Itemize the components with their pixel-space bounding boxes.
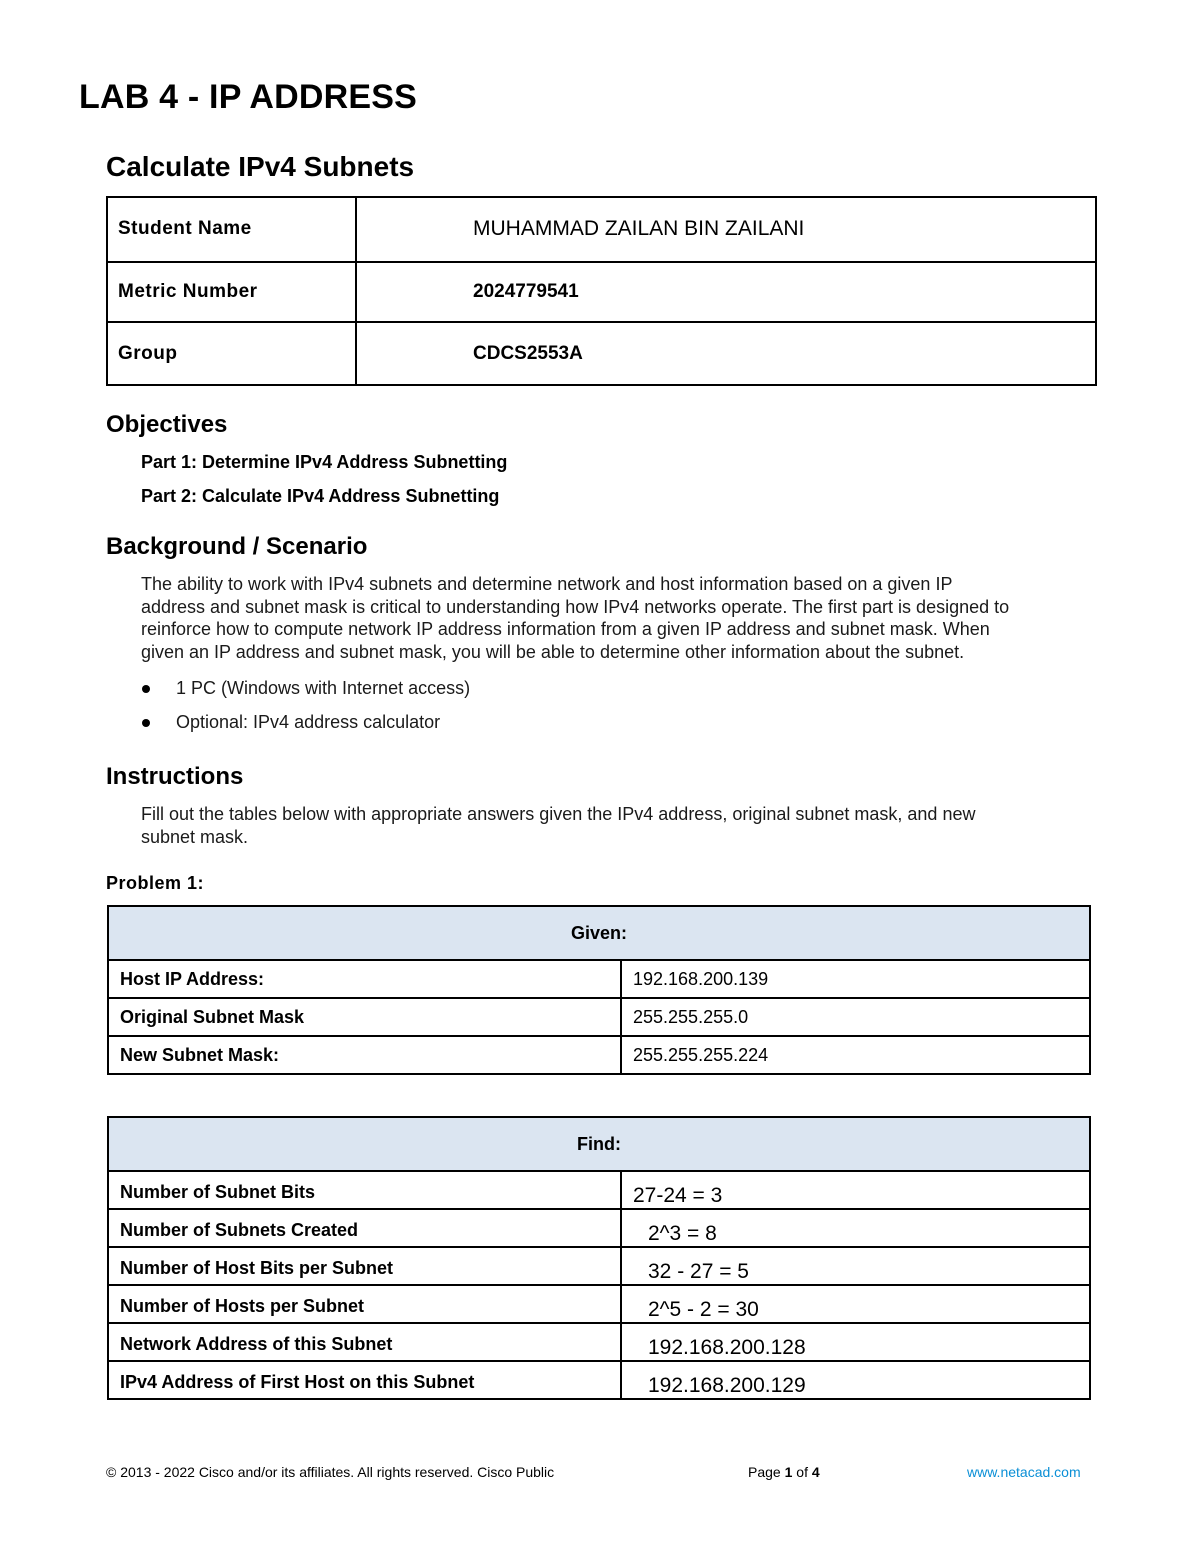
paragraph-line: address and subnet mask is critical to understanding how IPv4 networks operate. The first part is designed to xyxy=(141,596,1010,617)
table-row xyxy=(108,960,1090,998)
table-header-row xyxy=(108,906,1090,960)
metric-number-label: Metric Number xyxy=(107,262,356,323)
find-row-label: IPv4 Address of First Host on this Subnet xyxy=(108,1361,621,1399)
paragraph-line: The ability to work with IPv4 subnets and determine network and host information based on a given IP xyxy=(141,574,953,594)
table-row xyxy=(108,1285,1090,1323)
table-row xyxy=(108,1323,1090,1361)
table-row xyxy=(108,1036,1090,1074)
footer-copyright: © 2013 - 2022 Cisco and/or its affiliates. All rights reserved. Cisco Public xyxy=(106,1464,555,1480)
student-name-label: Student Name xyxy=(107,197,356,262)
table-row xyxy=(108,1171,1090,1209)
find-row-answer: 2^3 = 8 xyxy=(621,1209,1090,1247)
new-mask-value: 255.255.255.224 xyxy=(621,1036,1090,1074)
objectives-heading: Objectives xyxy=(106,411,228,438)
given-header: Given: xyxy=(108,906,1090,960)
page-prefix: Page xyxy=(748,1464,785,1480)
given-table xyxy=(107,905,1091,1075)
table-row xyxy=(107,197,1096,262)
find-row-answer: 192.168.200.128 xyxy=(621,1323,1090,1361)
find-table xyxy=(107,1116,1091,1400)
find-row-answer: 2^5 - 2 = 30 xyxy=(621,1285,1090,1323)
table-row xyxy=(108,1209,1090,1247)
background-paragraph xyxy=(141,573,1101,663)
host-ip-value: 192.168.200.139 xyxy=(621,960,1090,998)
table-header-row xyxy=(108,1117,1090,1171)
table-row xyxy=(107,262,1096,323)
bullet-icon xyxy=(142,685,150,693)
paragraph-line: Fill out the tables below with appropriate answers given the IPv4 address, original subnet mask, and new xyxy=(141,804,976,824)
host-ip-label: Host IP Address: xyxy=(108,960,621,998)
page-title: LAB 4 - IP ADDRESS xyxy=(79,78,417,116)
list-item-text: Optional: IPv4 address calculator xyxy=(176,712,441,732)
footer-page-number xyxy=(748,1464,820,1480)
find-row-label: Number of Host Bits per Subnet xyxy=(108,1247,621,1285)
table-row xyxy=(107,322,1096,385)
original-mask-label: Original Subnet Mask xyxy=(108,998,621,1036)
instructions-heading: Instructions xyxy=(106,763,244,790)
page-total: 4 xyxy=(811,1464,820,1480)
background-heading: Background / Scenario xyxy=(106,533,368,560)
new-mask-label: New Subnet Mask: xyxy=(108,1036,621,1074)
metric-number-value: 2024779541 xyxy=(356,262,1096,323)
find-row-answer: 192.168.200.129 xyxy=(621,1361,1090,1399)
find-row-answer: 27-24 = 3 xyxy=(621,1171,1090,1209)
objective-item: Part 2: Calculate IPv4 Address Subnetting xyxy=(141,486,500,506)
find-row-label: Number of Subnet Bits xyxy=(108,1171,621,1209)
find-row-answer: 32 - 27 = 5 xyxy=(621,1247,1090,1285)
group-value: CDCS2553A xyxy=(356,322,1096,385)
find-row-label: Number of Subnets Created xyxy=(108,1209,621,1247)
original-mask-value: 255.255.255.0 xyxy=(621,998,1090,1036)
table-row xyxy=(108,998,1090,1036)
document-subtitle: Calculate IPv4 Subnets xyxy=(106,151,415,182)
student-info-table xyxy=(106,196,1097,386)
objective-item: Part 1: Determine IPv4 Address Subnetting xyxy=(141,452,508,472)
find-row-label: Number of Hosts per Subnet xyxy=(108,1285,621,1323)
paragraph-line: given an IP address and subnet mask, you will be able to determine other information about the subnet. xyxy=(141,641,965,662)
find-row-label: Network Address of this Subnet xyxy=(108,1323,621,1361)
paragraph-line: subnet mask. xyxy=(141,826,249,847)
instructions-paragraph xyxy=(141,803,1101,848)
problem-label: Problem 1: xyxy=(106,873,205,893)
footer-website-link[interactable]: www.netacad.com xyxy=(967,1464,1081,1480)
group-label: Group xyxy=(107,322,356,385)
table-row xyxy=(108,1247,1090,1285)
bullet-icon xyxy=(142,719,150,727)
find-header: Find: xyxy=(108,1117,1090,1171)
page-current: 1 xyxy=(784,1464,793,1480)
list-item-text: 1 PC (Windows with Internet access) xyxy=(176,678,471,698)
table-row xyxy=(108,1361,1090,1399)
student-name-value: MUHAMMAD ZAILAN BIN ZAILANI xyxy=(356,197,1096,262)
page-of: of xyxy=(792,1464,812,1480)
paragraph-line: reinforce how to compute network IP address information from a given IP address and subnet mask. When xyxy=(141,619,990,639)
